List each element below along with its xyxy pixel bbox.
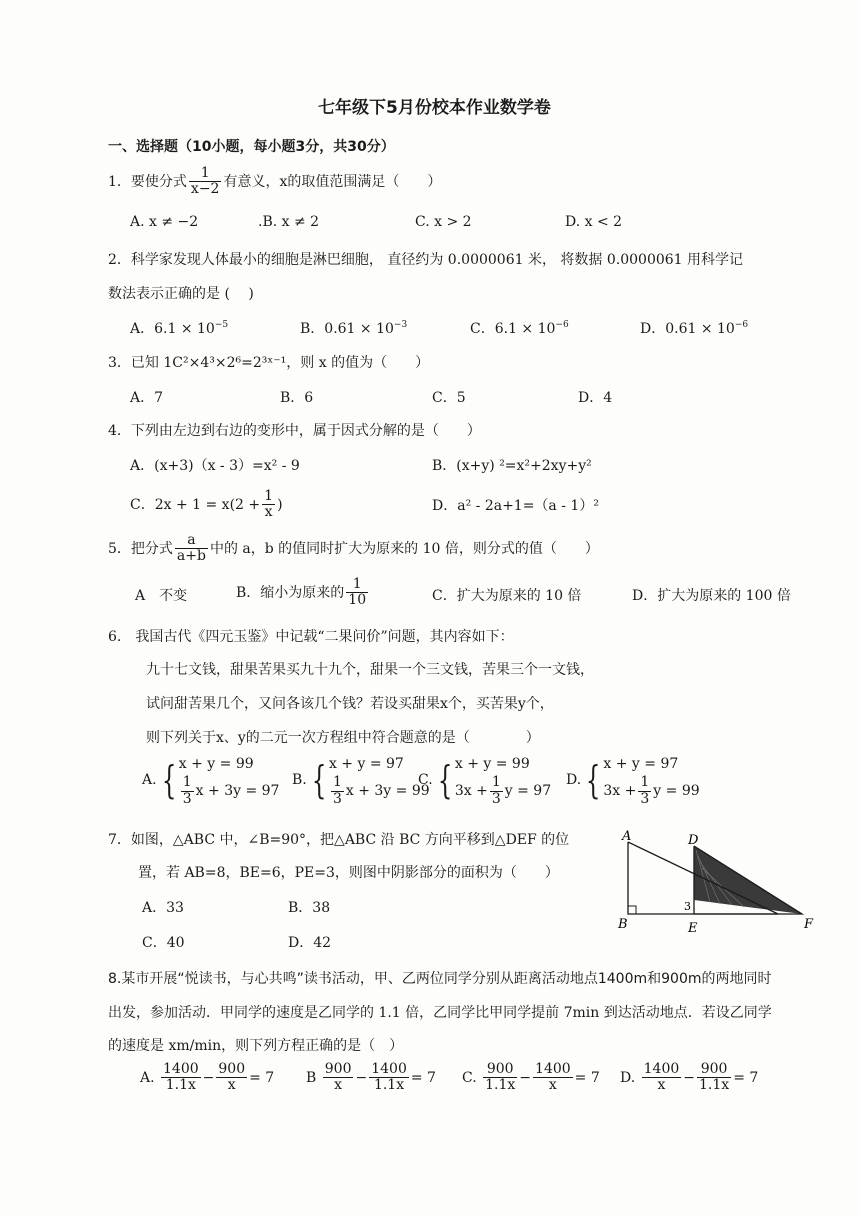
q1-option-d: D. x < 2 <box>565 214 623 230</box>
question-6-line-2: 试问甜苦果几个，又问各该几个钱？若设买甜果x个，买苦果y个， <box>146 696 554 712</box>
q5-option-d: D．扩大为原来的 100 倍 <box>632 588 791 604</box>
q2-option-c: C．$6.1 \times 10^{-6}$ <box>470 320 569 337</box>
section-heading: 一、选择题（10小题，每小题3分，共30分） <box>108 139 395 155</box>
question-6-stem: 6. 我国古代《四元玉鉴》中记载“二果问价”问题，其内容如下： <box>108 629 514 645</box>
question-1-stem: 1．要使分式 $\frac{1}{x-2}$ 有意义，x的取值范围满足（ ） <box>108 165 442 198</box>
q2-option-d: D．$0.61 \times 10^{-6}$ <box>640 320 749 337</box>
page-title: 七年级下5月份校本作业数学卷 <box>318 98 551 118</box>
q3-option-d: D．4 <box>578 390 613 406</box>
q4-option-a: A．(x+3)（x - 3）=x² - 9 <box>130 458 300 474</box>
question-4-stem: 4．下列由左边到右边的变形中，属于因式分解的是（ ） <box>108 423 481 439</box>
q8-option-c: C. $\frac{900}{1.1x}$ − $\frac{1400}{x}$ = 7 <box>462 1061 600 1094</box>
q7-option-b: B．38 <box>288 900 331 916</box>
q5-option-a: A 不变 <box>135 588 188 604</box>
question-8-line-1: 8.某市开展“悦读书，与心共鸣”读书活动，甲、乙两位同学分别从距离活动地点1400m和900m的两地同时 <box>108 971 772 987</box>
question-3-stem: 3．已知 1C²×4³×2⁶=2³ˣ⁻¹，则 x 的值为（ ） <box>108 355 430 371</box>
right-angle-mark <box>628 906 636 914</box>
q8-option-d: D. $\frac{1400}{x}$ − $\frac{900}{1.1x}$ = 7 <box>620 1061 759 1094</box>
label-f: F <box>804 917 814 932</box>
question-5-stem: 5．把分式 $\frac{a}{a+b}$ 中的 a，b 的值同时扩大为原来的 10 倍，则分式的值（ ） <box>108 532 599 565</box>
q1-option-a: A. x ≠ −2 <box>130 214 199 230</box>
question-6-line-1: 九十七文钱，甜果苦果买九十九个，甜果一个三文钱，苦果三个一文钱， <box>146 662 594 678</box>
label-e: E <box>688 921 698 936</box>
label-d: D <box>688 833 699 848</box>
q2-option-a: A．$6.1 \times 10^{-5}$ <box>130 320 229 337</box>
question-6-line-3: 则下列关于x、y的二元一次方程组中符合题意的是（ ） <box>146 730 540 746</box>
fraction: $\frac{1}{x-2}$ <box>190 165 220 198</box>
question-8-line-3: 的速度是 xm/min，则下列方程正确的是（ ） <box>108 1038 404 1054</box>
fraction: $\frac{1}{10}$ <box>348 576 367 609</box>
question-8-line-2: 出发，参加活动．甲同学的速度是乙同学的 1.1 倍，乙同学比甲同学提前 7min 到达活动地点．若设乙同学 <box>108 1005 772 1021</box>
label-3: 3 <box>684 900 691 913</box>
q4-option-d: D．a² - 2a+1=（a - 1）² <box>432 498 599 514</box>
q5-option-b: B．缩小为原来的 $\frac{1}{10}$ <box>236 576 367 609</box>
q4-option-c: C．2x + 1 = x(2 + $\frac{1}{x}$ ) <box>130 488 283 521</box>
q6-option-a: A. { x + y = 99 $\frac{1}{3}$ x + 3y = 97 <box>142 756 280 807</box>
translated-triangles-figure <box>610 828 820 940</box>
question-7-line-2: 置，若 AB=8，BE=6，PE=3，则图中阴影部分的面积为（ ） <box>138 865 559 881</box>
q8-option-b: B $\frac{900}{x}$ − $\frac{1400}{1.1x}$ = 7 <box>306 1061 436 1094</box>
label-b: B <box>618 917 628 932</box>
q6-option-d: D. { x + y = 97 3x + $\frac{1}{3}$ y = 99 <box>566 756 700 807</box>
question-2-line-2: 数法表示正确的是 ( ) <box>108 286 254 302</box>
question-7-line-1: 7．如图，△ABC 中，∠B=90°，把△ABC 沿 BC 方向平移到△DEF 的位 <box>108 832 570 848</box>
q1-option-c: C. x > 2 <box>415 214 472 230</box>
q2-option-b: B．$0.61 \times 10^{-3}$ <box>300 320 408 337</box>
q3-option-b: B．6 <box>280 390 314 406</box>
q7-option-a: A．33 <box>142 900 184 916</box>
q6-option-b: B. { x + y = 97 $\frac{1}{3}$ x + 3y = 99 <box>292 756 430 807</box>
q1-option-b: .B. x ≠ 2 <box>258 214 320 230</box>
question-2-line-1: 2．科学家发现人体最小的细胞是淋巴细胞， 直径约为 0.0000061 米， 将数据 0.0000061 用科学记 <box>108 252 744 268</box>
q3-option-a: A．7 <box>130 390 164 406</box>
q7-option-c: C．40 <box>142 935 185 951</box>
label-a: A <box>622 829 632 844</box>
q3-option-c: C．5 <box>432 390 466 406</box>
q6-option-c: C. { x + y = 99 3x + $\frac{1}{3}$ y = 97 <box>418 756 552 807</box>
fraction: $\frac{1}{x}$ <box>264 488 274 521</box>
fraction: $\frac{a}{a+b}$ <box>176 532 206 565</box>
q8-option-a: A. $\frac{1400}{1.1x}$ − $\frac{900}{x}$ = 7 <box>140 1061 275 1094</box>
q5-option-c: C．扩大为原来的 10 倍 <box>432 588 582 604</box>
q4-option-b: B．(x+y) ²=x²+2xy+y² <box>432 458 592 474</box>
q7-option-d: D．42 <box>288 935 332 951</box>
